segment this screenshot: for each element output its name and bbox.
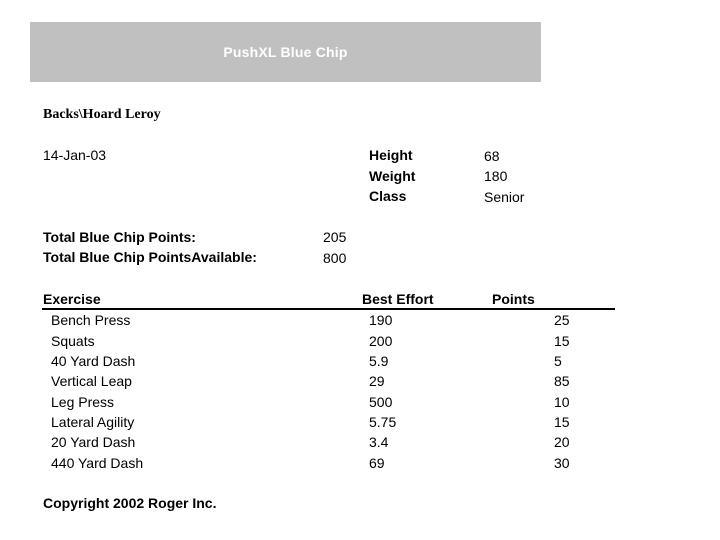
points-value: 5 [554, 353, 562, 369]
best-effort-value: 69 [369, 455, 385, 471]
table-row [0, 312, 720, 332]
points-value: 25 [554, 312, 570, 328]
column-header-exercise: Exercise [43, 291, 101, 307]
table-row [0, 414, 720, 434]
exercise-name: Bench Press [51, 312, 131, 328]
points-value: 20 [554, 434, 570, 450]
header-divider [42, 308, 615, 310]
best-effort-value: 5.75 [369, 414, 397, 430]
column-header-best-effort: Best Effort [362, 291, 434, 307]
class-value: Senior [484, 189, 525, 205]
exercise-name: 20 Yard Dash [51, 434, 136, 450]
height-label: Height [369, 147, 413, 163]
table-row [0, 333, 720, 353]
points-value: 30 [554, 455, 570, 471]
exercise-name: Lateral Agility [51, 414, 135, 430]
exercise-name: 40 Yard Dash [51, 353, 136, 369]
exercise-name: Vertical Leap [51, 373, 132, 389]
points-value: 85 [554, 373, 570, 389]
exercise-name: Leg Press [51, 394, 115, 410]
points-value: 15 [554, 333, 570, 349]
report-title: PushXL Blue Chip [223, 44, 348, 60]
best-effort-value: 29 [369, 373, 385, 389]
points-value: 10 [554, 394, 570, 410]
table-row [0, 353, 720, 373]
best-effort-value: 190 [369, 312, 393, 328]
athlete-name: Backs\Hoard Leroy [43, 107, 161, 122]
table-row [0, 373, 720, 393]
total-points-label: Total Blue Chip Points: [43, 229, 196, 245]
report-banner [30, 22, 541, 82]
weight-label: Weight [369, 168, 416, 184]
best-effort-value: 3.4 [369, 434, 389, 450]
total-points-value: 205 [323, 229, 347, 245]
total-available-label: Total Blue Chip PointsAvailable: [43, 249, 257, 265]
column-header-points: Points [492, 291, 535, 307]
exercise-name: 440 Yard Dash [51, 455, 144, 471]
points-value: 15 [554, 414, 570, 430]
class-label: Class [369, 188, 407, 204]
exercise-name: Squats [51, 333, 95, 349]
best-effort-value: 500 [369, 394, 393, 410]
table-row [0, 455, 720, 475]
copyright-notice: Copyright 2002 Roger Inc. [43, 495, 217, 511]
report-date: 14-Jan-03 [43, 147, 107, 163]
weight-value: 180 [484, 168, 508, 184]
total-available-value: 800 [323, 250, 347, 266]
table-row [0, 434, 720, 454]
table-row [0, 394, 720, 414]
height-value: 68 [484, 148, 500, 164]
best-effort-value: 5.9 [369, 353, 389, 369]
best-effort-value: 200 [369, 333, 393, 349]
